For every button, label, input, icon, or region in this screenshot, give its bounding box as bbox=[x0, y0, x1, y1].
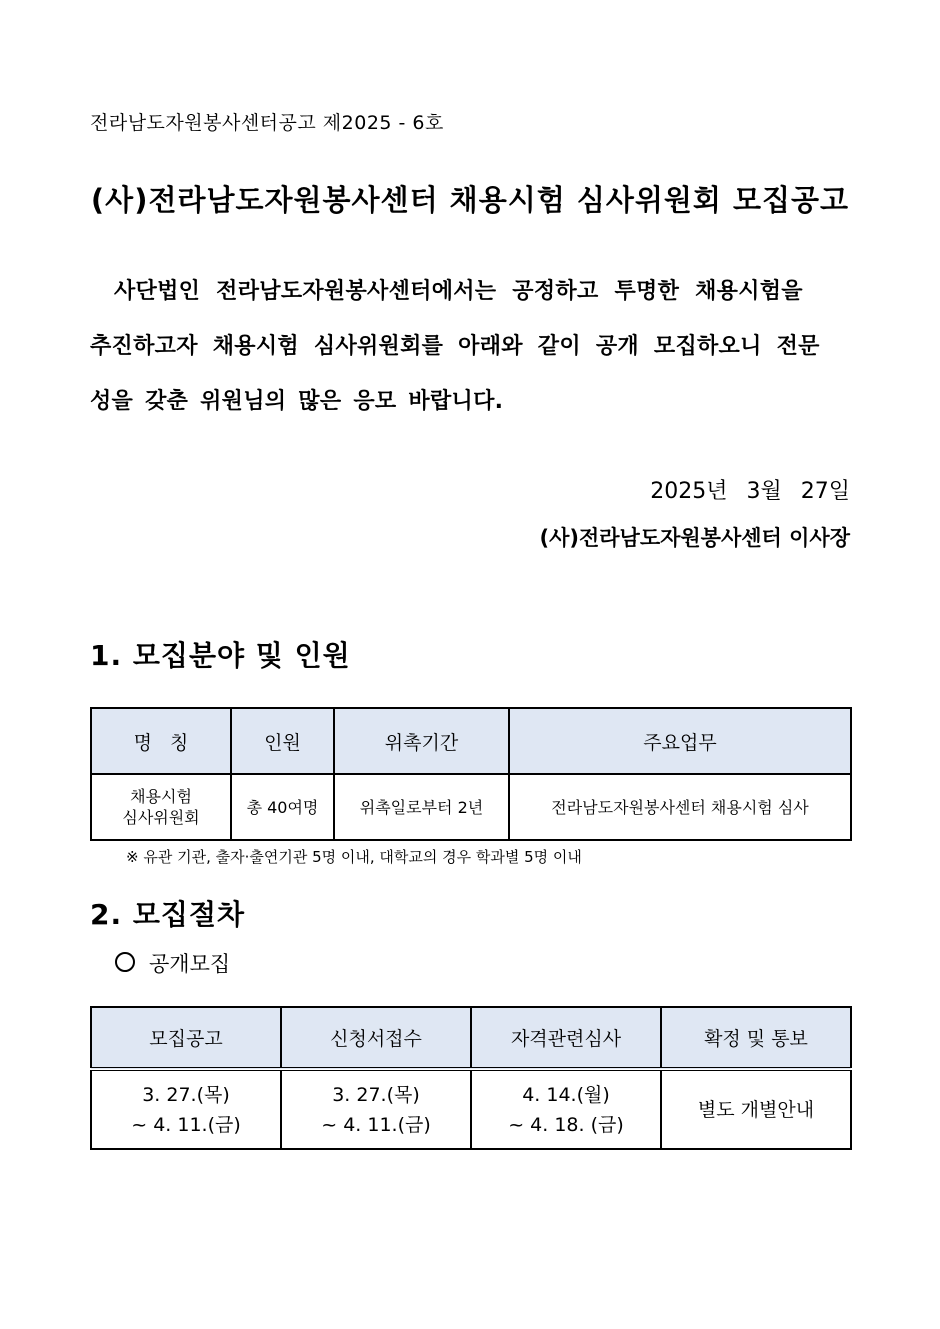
header-qualification-review: 자격관련심사 bbox=[471, 1007, 661, 1069]
cell-period: 위촉일로부터 2년 bbox=[334, 774, 509, 840]
intro-line-2: 추진하고자 채용시험 심사위원회를 아래와 같이 공개 모집하오니 전문 bbox=[90, 334, 820, 359]
table-header-row bbox=[91, 1007, 851, 1069]
table-row bbox=[91, 774, 851, 840]
subheading-open-recruitment bbox=[115, 948, 230, 978]
header-name: 명 칭 bbox=[91, 708, 231, 774]
cell-review-period bbox=[471, 1069, 661, 1149]
cell-application-period bbox=[281, 1069, 471, 1149]
table-header-row bbox=[91, 708, 851, 774]
section-1-heading: 1. 모집분야 및 인원 bbox=[90, 639, 351, 672]
cell-line-2: ~ 4. 11.(금) bbox=[321, 1113, 431, 1136]
issue-date: 2025년 3월 27일 bbox=[650, 479, 850, 504]
cell-confirmation bbox=[661, 1069, 851, 1149]
notice-number: 전라남도자원봉사센터공고 제2025 - 6호 bbox=[90, 112, 444, 134]
table-row bbox=[91, 1069, 851, 1149]
cell-line-1: 별도 개별안내 bbox=[697, 1098, 815, 1121]
intro-line-1: 사단법인 전라남도자원봉사센터에서는 공정하고 투명한 채용시험을 bbox=[114, 279, 803, 304]
section-2-heading: 2. 모집절차 bbox=[90, 898, 246, 931]
cell-announcement-period bbox=[91, 1069, 281, 1149]
issuer-name: (사)전라남도자원봉사센터 이사장 bbox=[539, 526, 850, 550]
cell-name-line-2: 심사위원회 bbox=[122, 808, 200, 827]
header-count: 인원 bbox=[231, 708, 334, 774]
header-period: 위촉기간 bbox=[334, 708, 509, 774]
intro-line-3: 성을 갖춘 위원님의 많은 응모 바랍니다. bbox=[90, 389, 504, 414]
cell-line-2: ~ 4. 18. (금) bbox=[508, 1113, 624, 1136]
cell-duty: 전라남도자원봉사센터 채용시험 심사 bbox=[509, 774, 851, 840]
circle-bullet-icon bbox=[115, 952, 135, 972]
cell-count: 총 40여명 bbox=[231, 774, 334, 840]
header-announcement: 모집공고 bbox=[91, 1007, 281, 1069]
recruitment-field-table bbox=[90, 707, 852, 841]
table-note: ※ 유관 기관, 출자·출연기관 5명 이내, 대학교의 경우 학과별 5명 이내 bbox=[126, 848, 582, 866]
cell-line-1: 4. 14.(월) bbox=[522, 1083, 610, 1106]
cell-name bbox=[91, 774, 231, 840]
header-duty: 주요업무 bbox=[509, 708, 851, 774]
intro-paragraph bbox=[90, 264, 850, 429]
cell-name-line-1: 채용시험 bbox=[130, 787, 192, 806]
cell-line-1: 3. 27.(목) bbox=[142, 1083, 230, 1106]
procedure-table bbox=[90, 1006, 852, 1150]
cell-line-2: ~ 4. 11.(금) bbox=[131, 1113, 241, 1136]
header-confirmation: 확정 및 통보 bbox=[661, 1007, 851, 1069]
cell-line-1: 3. 27.(목) bbox=[332, 1083, 420, 1106]
header-application: 신청서접수 bbox=[281, 1007, 471, 1069]
subheading-label: 공개모집 bbox=[149, 952, 231, 976]
document-title: (사)전라남도자원봉사센터 채용시험 심사위원회 모집공고 bbox=[90, 183, 850, 217]
